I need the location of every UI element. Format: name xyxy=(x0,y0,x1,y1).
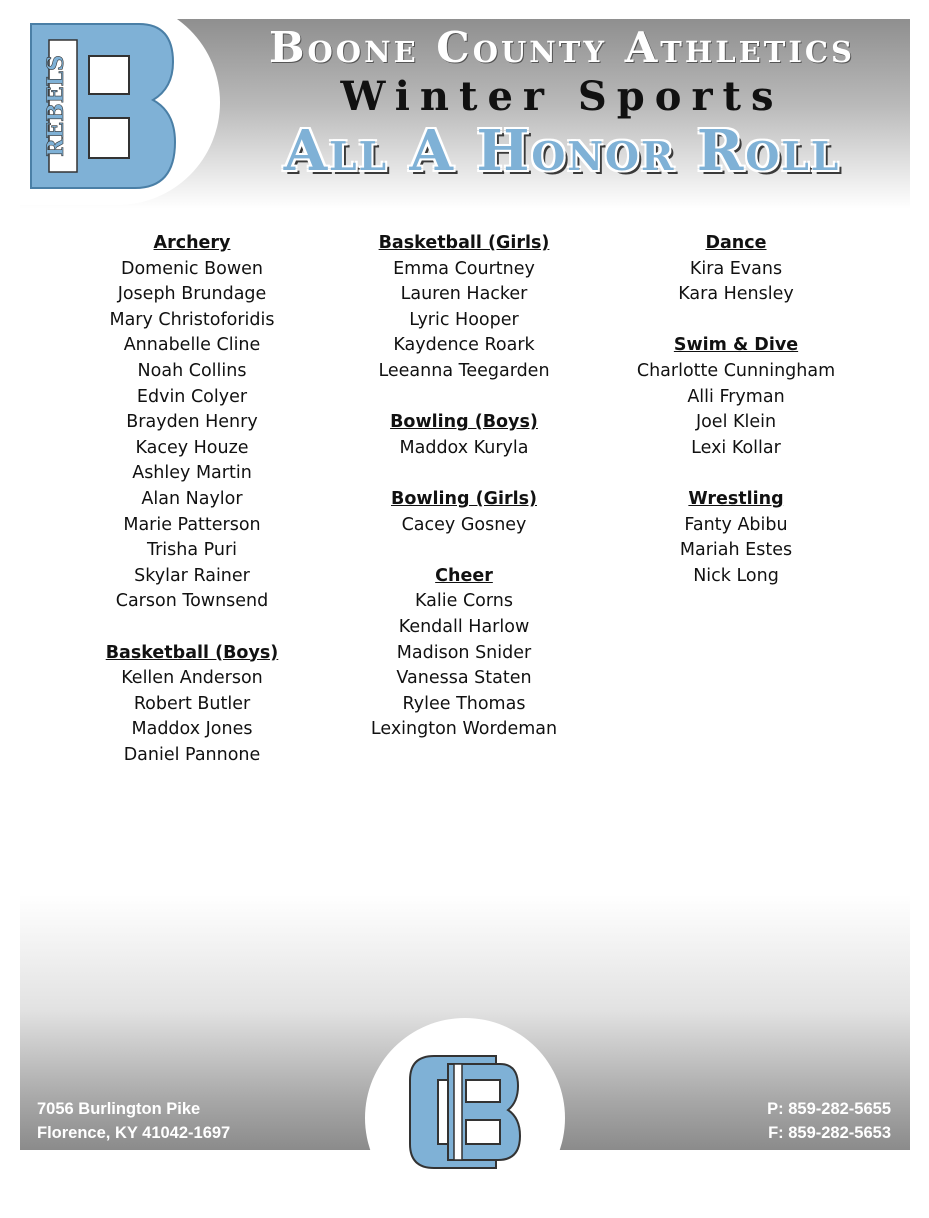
honor-roll-title: All A Honor Roll xyxy=(283,118,841,184)
athlete-name: Vanessa Staten xyxy=(396,668,532,689)
athlete-name: Emma Courtney xyxy=(393,258,535,279)
athlete-name: Brayden Henry xyxy=(126,412,258,433)
athlete-name: Kara Hensley xyxy=(678,284,794,305)
athlete-name: Domenic Bowen xyxy=(120,258,264,279)
athlete-name: Cacey Gosney xyxy=(401,514,527,535)
athlete-name: Edvin Colyer xyxy=(136,386,248,407)
sport-section xyxy=(328,410,600,461)
athlete-name: Alli Fryman xyxy=(687,386,785,407)
sport-section xyxy=(328,564,600,743)
athlete-name: Kellen Anderson xyxy=(121,668,263,689)
organization-title: Boone County Athletics xyxy=(269,23,855,72)
sport-section xyxy=(56,231,328,615)
athlete-name: Maddox Kuryla xyxy=(399,437,529,458)
athlete-name: Daniel Pannone xyxy=(123,744,261,765)
column-2 xyxy=(328,231,600,768)
athlete-name: Robert Butler xyxy=(133,693,251,714)
athlete-name: Kacey Houze xyxy=(135,437,249,458)
athlete-name: Leeanna Teegarden xyxy=(378,360,550,381)
athlete-name: Charlotte Cunningham xyxy=(636,360,836,381)
athlete-name: Ashley Martin xyxy=(132,463,252,484)
school-contact xyxy=(767,1097,891,1145)
logo-rebels-text: REBELS xyxy=(43,55,69,157)
sport-heading: Basketball (Girls) xyxy=(378,233,550,253)
sport-section xyxy=(600,487,872,589)
phone-number: P: 859-282-5655 xyxy=(767,1100,891,1118)
athlete-name: Trisha Puri xyxy=(146,540,238,561)
athlete-name: Joel Klein xyxy=(695,412,777,433)
athlete-name: Lyric Hooper xyxy=(409,309,519,330)
sport-heading: Bowling (Girls) xyxy=(390,488,537,509)
athlete-name: Fanty Abibu xyxy=(684,514,788,535)
athlete-name: Nick Long xyxy=(693,565,779,586)
sport-section xyxy=(328,487,600,538)
athlete-name: Kalie Corns xyxy=(415,591,513,612)
athlete-name: Maddox Jones xyxy=(131,719,253,740)
bc-logo xyxy=(404,1050,524,1174)
rebels-b-logo xyxy=(27,22,177,192)
column-3 xyxy=(600,231,872,615)
athlete-name: Annabelle Cline xyxy=(123,335,261,356)
sport-heading: Swim & Dive xyxy=(673,335,799,356)
sport-section xyxy=(328,231,600,385)
sport-heading: Dance xyxy=(705,233,767,253)
athlete-name: Marie Patterson xyxy=(123,514,261,535)
school-address xyxy=(37,1097,230,1145)
fax-number: F: 859-282-5653 xyxy=(768,1124,891,1142)
title-block xyxy=(222,24,902,182)
sport-heading: Wrestling xyxy=(688,488,784,509)
season-title: Winter Sports xyxy=(340,73,784,120)
athlete-name: Rylee Thomas xyxy=(402,693,526,714)
athlete-name: Lexi Kollar xyxy=(691,437,781,458)
athlete-name: Alan Naylor xyxy=(141,488,243,509)
address-line-2: Florence, KY 41042-1697 xyxy=(37,1124,231,1142)
address-line-1: 7056 Burlington Pike xyxy=(37,1100,201,1118)
athlete-name: Mary Christoforidis xyxy=(109,309,275,330)
sport-heading: Cheer xyxy=(435,565,493,586)
athlete-name: Carson Townsend xyxy=(115,591,269,612)
athlete-name: Madison Snider xyxy=(396,642,532,663)
sport-section xyxy=(56,641,328,769)
athlete-name: Lauren Hacker xyxy=(400,284,528,305)
sport-heading: Basketball (Boys) xyxy=(105,642,279,663)
athlete-name: Joseph Brundage xyxy=(117,284,267,305)
sport-heading: Bowling (Boys) xyxy=(390,412,538,433)
athlete-name: Noah Collins xyxy=(137,360,247,381)
athlete-name: Mariah Estes xyxy=(679,540,793,561)
athlete-name: Lexington Wordeman xyxy=(370,719,558,740)
column-1 xyxy=(56,231,328,794)
sport-heading: Archery xyxy=(153,233,231,253)
athlete-name: Kaydence Roark xyxy=(393,335,535,356)
athlete-name: Kira Evans xyxy=(689,258,783,279)
sport-section xyxy=(600,333,872,461)
athlete-name: Skylar Rainer xyxy=(134,565,250,586)
sport-section xyxy=(600,231,872,308)
athlete-name: Kendall Harlow xyxy=(398,616,530,637)
